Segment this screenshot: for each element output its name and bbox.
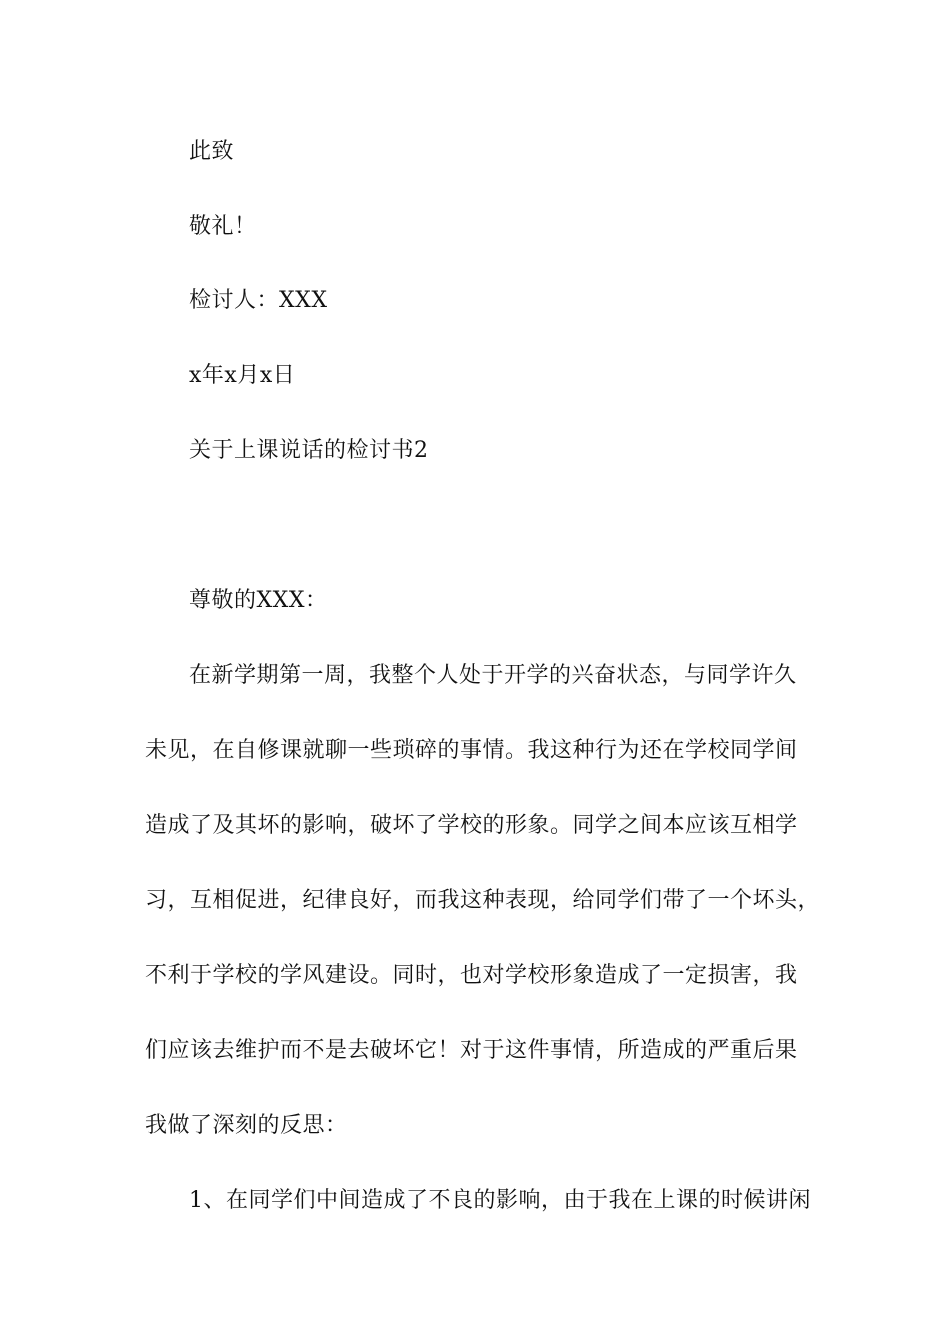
document-title: 关于上课说话的检讨书2 [189,438,429,463]
body-line: 我做了深刻的反思： [145,1113,348,1138]
body-line: 习，互相促进，纪律良好，而我这种表现，给同学们带了一个坏头， [145,888,821,913]
point-1-line: 1、在同学们中间造成了不良的影响，由于我在上课的时候讲闲 [189,1188,811,1213]
closing-salutation: 此致 [189,139,235,164]
body-line: 们应该去维护而不是去破坏它！对于这件事情，所造成的严重后果 [145,1038,798,1063]
closing-regards: 敬礼！ [189,214,257,239]
body-line: 造成了及其坏的影响，破坏了学校的形象。同学之间本应该互相学 [145,813,798,838]
signer-line: 检讨人：XXX [189,288,328,313]
date-line: x年x月x日 [189,363,296,388]
greeting-line: 尊敬的XXX： [189,588,328,613]
body-line: 在新学期第一周，我整个人处于开学的兴奋状态，与同学许久 [189,663,797,688]
body-line: 未见，在自修课就聊一些琐碎的事情。我这种行为还在学校同学间 [145,738,798,763]
body-line: 不利于学校的学风建设。同时，也对学校形象造成了一定损害，我 [145,963,798,988]
